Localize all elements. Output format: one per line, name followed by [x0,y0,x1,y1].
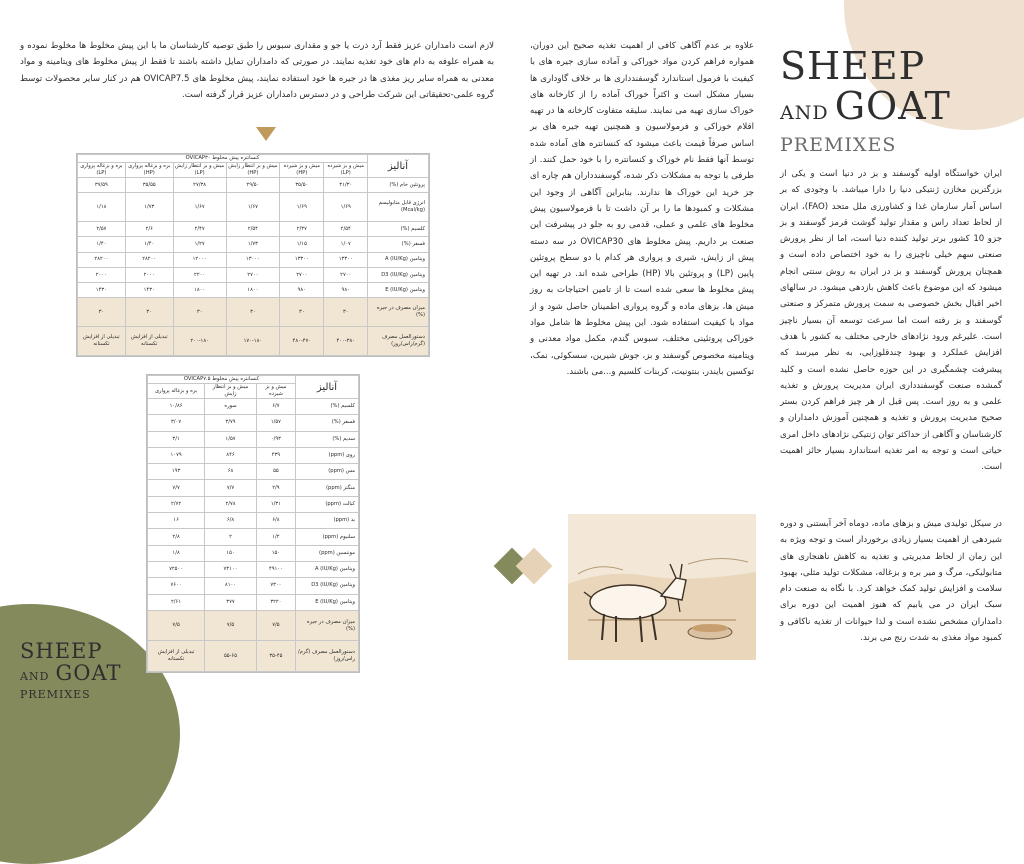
table-row [78,193,429,222]
cell: ۳۰ [78,298,126,327]
right-para-2 [780,516,1002,646]
cell: ۴۳۹ [256,447,295,463]
cell: ۱/۵۷ [256,415,295,431]
left-intro-text: لازم است دامداران عزیز فقط آرد ذرت یا جو و مقداری سبوس را طبق توصیه کارشناسان ما با این پیش مخلوط ها مخلوط نموده و به همراه علوفه به دام های خود تغذیه نمایند. در صورتی که دامداران تمایل داشته باشند تا فقط از پیش مخلوط های ویتامینه و مواد معدنی به همراه سایر ریز مغذی ها در جیره ها خود استفاده نمایند، پیش مخلوط های OVICAP7.5 هم در کنار سایر محصولات توسط گروه علمی-تحقیقاتی این شرکت طراحی و در دسترس دامداران عزیز قرار گرفته است. [20,41,495,100]
table-row [78,298,429,327]
row-label: میزان مصرف در جیره (%) [368,298,429,327]
cell: ۲۲۰۰ [173,267,226,282]
cell: ۷/۵ [205,610,257,641]
table-ovicap30 [76,153,430,357]
table-row [148,464,359,480]
row-label: ویتامین E (IU/Kg) [368,283,429,298]
cell: ۳۰ [280,298,324,327]
table1-col: میش و بز شیرده (HP) [280,163,324,178]
cell: ۲/۹ [256,480,295,496]
cell: ۱۵۰ [256,545,295,561]
cell: ۲۰۰۰ [125,267,173,282]
down-triangle-icon [256,127,276,141]
table-row [148,513,359,529]
cell: ۲/۸ [148,529,205,545]
cell: ۹۸۰ [324,283,368,298]
brand-sheep: SHEEP [780,44,926,88]
cell: ۱/۶۹ [280,193,324,222]
cell: ۱۲۰۰۰ [173,252,226,267]
table-row [148,480,359,496]
cell: ۵۵-۶۵ [205,641,257,672]
table1-col: بره و بزغاله پرواری (HP) [125,163,173,178]
table-row [148,594,359,610]
cell: ۶۸ [205,464,257,480]
row-label: فسفر (%) [296,415,359,431]
table-row [148,578,359,594]
cell: ۱/۳۱ [256,496,295,512]
table-row [78,327,429,356]
cell: ۷۲۵۰۰ [148,561,205,577]
cell: ۱۸۰۰ [226,283,280,298]
cell: ۱/۲۷ [173,237,226,252]
row-label: فسفر (%) [368,237,429,252]
cell: ۱/۸ [148,545,205,561]
row-label: ویتامین D3 (IU/Kg) [296,578,359,594]
cell: ۸۴۶ [205,447,257,463]
table2-col: میش و بز شیرده [256,384,295,399]
table-row [78,178,429,193]
table1-col: میش و بز شیرده (LP) [324,163,368,178]
cell: ۵۵ [256,464,295,480]
row-label: انرژی قابل متابولیسم (Mcal/kg) [368,193,429,222]
cell: ۲/۳۷ [280,222,324,237]
cell: تبدیلی از افزایش تکستانه [148,641,205,672]
brand-goat: GOAT [834,84,951,128]
left-intro [20,38,494,103]
cell: ۷/۵ [148,610,205,641]
cell: ۲۸۲۰۰ [78,252,126,267]
cell: ۱/۱۵ [280,237,324,252]
cell: ۲/۷۲ [148,496,205,512]
row-label: منگنز (ppm) [296,480,359,496]
goat-sketch-illustration [568,514,756,660]
table-row [148,610,359,641]
cell: ۷۳۰۰ [256,578,295,594]
cell: ۱۴۳۰ [125,283,173,298]
row-label: ویتامین A (IU/Kg) [368,252,429,267]
cell: ۷/۵ [256,610,295,641]
cell: ۲۰۰-۱۸۰ [173,327,226,356]
table-row [78,283,429,298]
table2-col: بره و بزغاله پرواری [148,384,205,399]
cell: ۱۵۰ [205,545,257,561]
row-label: کلسیم (%) [368,222,429,237]
cell: ۳۵/۵۵ [125,178,173,193]
cell: ۳۵-۴۵ [256,641,295,672]
cell: ۱/۰۷ [324,237,368,252]
cell: ۱۰۷۹ [148,447,205,463]
row-label: روی (ppm) [296,447,359,463]
row-label: مس (ppm) [296,464,359,480]
brand-goat: GOAT [55,661,122,685]
table-row [148,545,359,561]
cell: ۳۷/۵۹ [78,178,126,193]
table-row [78,252,429,267]
diamond-beige-icon [516,548,553,585]
row-label: کبالت (ppm) [296,496,359,512]
right-para-1-text: ایران خواستگاه اولیه گوسفند و بز در دنیا است و یکی از بزرگترین مخازن ژنتیکی دنیا را دارا میباشد. با وجودی که بر اساس آمار سازمان غذا و کشاورزی ملل متحد (FAO)، ایران از لحاظ تعداد راس و مقدار تولید گوشت قرمز گوسفند و بز جزو 10 کشور برتر تولید کننده دنیا است، اما از نظر پرورش صنعتی سهم خیلی ناچیزی را به خود اختصاص داده است و همچنان پرورش گوسفند و بز در ایران به روش سنتی انجام میشود که این موضوع باعث کاهش بازدهی میشود. در سالهای اخیر اقبال بخش خصوصی به سمت پرورش متمرکز و صنعتی گوسفند و بز رفته است اما سرعت توسعه آن بسیار ناچیز است. علیرغم ورود نژادهای خارجی مختلف به کشور با هدف افزایش عملکرد و بهبود چندقلوزایی، به نظر میرسد که پیشرفت چشمگیری در این حوزه حاصل نشده است و کلید گمشده صنعت گوسفندداری ایران مدیریت پرورش و تغذیه علمی و به روز است. پس قبل از هر چیز فراهم کردن بستر صحیح مدیریت پرورش و تغذیه و همچنین آموزش دامداران و کارشناسان و آگاهی از حداکثر توان ژنتیکی نژادهای داخل امری حیاتی است و توجه به امر تغذیه استاندارد بسیار حائز اهمیت است. [780,169,1003,473]
cell: ۱۳۳۰۰ [280,252,324,267]
table-ovicap7-5 [146,374,360,673]
cell: ۱/۴۰ [125,237,173,252]
cell: ۱/۶۷ [226,193,280,222]
cell: ۶/۷ [256,399,295,415]
right-para-2-text: در سیکل تولیدی میش و بزهای ماده، دوماه آخر آبستنی و دوره شیردهی از اهمیت بسیار زیادی برخوردار است و توجه ویژه به این زمان از لحاظ مدیریتی و تغذیه به کاهش ناهنجاری های متابولیکی، مرگ و میر بره و بزغاله، مشکلات تولید مثلی، بهبود سلامت و افزایش تولید کمک خواهد کرد. با نگاه به صنعت دام سبک ایران در می یابیم که هنوز اهمیت این دوره برای دامداران مشخص نشده است و لذا حیوانات از تغذیه ناکافی و کمبود مواد مغذی به شدت رنج می برند. [780,519,1002,644]
middle-column-text: علاوه بر عدم آگاهی کافی از اهمیت تغذیه صحیح این دوران، همواره فراهم کردن مواد خوراکی و آماده سازی جیره های با کیفیت با فرمول استاندارد گوسفندداری ها بر خلاف گاوداری ها بسیار مشکل است و اکثراً خوراک آماده را از کارخانه های خوراک سازی تهیه می نمایند. سلیقه متفاوت کارخانه ها در تهیه اقلام خوراکی و فرمولاسیون و همچنین تهیه جیره های بر اساس صرفاً قیمت باعث میشود که کنسانتره های آماده شده توسط آنها فقط نام خوراک و کنسانتره را با خود حمل کنند. از طرفی با توجه به مشکلات ذکر شده، گوسفندداران هم چاره ای جز خرید این خوراک ها ندارند. بنابراین آگاهی از وجود این مشکلات و کمبودها ما را بر آن داشت تا با فرمولاسیون پیش مخلوط های علمی و عملی، قدمی رو به جلو در پیشرفت این صنعت بر داریم. پیش مخلوط های OVICAP30 در سه دسته پیش از زایش، شیری و پرواری هر کدام با دو سطح پروتئین پایین (LP) و پروتئین بالا (HP) طراحی شده اند. در تهیه این پیش مخلوط ها سعی شده است تا از تامین احتیاجات به روز میش ها، بزهای ماده و گروه پرواری اطمینان حاصل شود و از مواد با کیفیت استفاده شود. این پیش مخلوط ها شامل مواد خوراکی پروتئینی مختلف، سبوس گندم، مکمل مواد معدنی و ویتامینه مخصوص گوسفند و بز، جوش شیرین، سسکوئی، نمک، توکسین بایندر، بنتونیت، کربنات کلسیم و...می باشند. [530,41,755,377]
middle-column [530,38,754,380]
cell: ۱/۵۷ [205,431,257,447]
cell: ۱/۷۳ [226,237,280,252]
row-label: دستورالعمل مصرف (گرم/راس/روز) [368,327,429,356]
cell: ۱/۶۹ [324,193,368,222]
right-para-1 [780,166,1002,476]
cell: ۷/۷ [148,480,205,496]
cell: ۲۰۰۰ [78,267,126,282]
cell: ۱/۲ [256,529,295,545]
cell: ۱/۱۸ [78,193,126,222]
cell: ۴۹۱۰۰ [256,561,295,577]
table-row [78,267,429,282]
analysis-header: آنالیز [368,155,429,178]
table-row [148,496,359,512]
cell: ۳۱/۳۰ [324,178,368,193]
table-row [148,415,359,431]
cell: ۱/۷۳ [125,193,173,222]
cell: ۲۷/۳۸ [173,178,226,193]
analysis-header: آنالیز [296,376,359,399]
cell: ۶/۸ [205,513,257,529]
cell: ۸۱۰۰ [205,578,257,594]
table-row [148,399,359,415]
row-label: ویتامین A (IU/Kg) [296,561,359,577]
cell: ۱/۴۰ [78,237,126,252]
cell: ۷۳۱۰۰ [205,561,257,577]
cell: ۳۰ [173,298,226,327]
cell: ۲/۶ [125,222,173,237]
cell: ۳/۷۹ [205,415,257,431]
brand-logo-small [20,640,122,702]
cell: ۲ [205,529,257,545]
cell: ۷۶۰۰ [148,578,205,594]
cell: ۱۳۰۰۰ [226,252,280,267]
row-label: دستورالعمل مصرف (گرم/راس/روز) [296,641,359,672]
table1-col: بره و بزغاله پرواری (LP) [78,163,126,178]
cell: ۶/۸ [256,513,295,529]
cell: ۳۵/۵۰ [280,178,324,193]
cell: ۲/۴۷ [173,222,226,237]
cell: ۱/۶۷ [173,193,226,222]
cell: ۹۸۰ [280,283,324,298]
row-label: موننسین (ppm) [296,545,359,561]
row-label: کلسیم (%) [296,399,359,415]
cell: ۲/۵۴ [226,222,280,237]
brand-sheep: SHEEP [20,639,103,663]
cell: ۱۳۳۰۰ [324,252,368,267]
cell: ۲/۷۸ [205,496,257,512]
table-row [148,561,359,577]
table1-col: میش و بز انتظار زایش (HP) [226,163,280,178]
cell: ۲/۵۷ [78,222,126,237]
cell: ۳۲۲۰ [256,594,295,610]
cell: ۳/۰۷ [148,415,205,431]
row-label: سدیم (%) [296,431,359,447]
cell: ۱۷۰-۱۸۰ [226,327,280,356]
row-label: سلنیوم (ppm) [296,529,359,545]
cell: ۳۰ [125,298,173,327]
brand-and: AND [20,670,50,683]
table-row [78,237,429,252]
cell: ۳/۱ [148,431,205,447]
row-label: میزان مصرف در جیره (%) [296,610,359,641]
cell: تبدیلی از افزایش تکستانه [78,327,126,356]
brand-premixes: PREMIXES [20,688,91,701]
table-row [148,447,359,463]
cell: ۲/۵۴ [324,222,368,237]
cell: ۰/۹۳ [256,431,295,447]
table-row [148,641,359,672]
goat-illustration [568,514,756,660]
cell: ۳۰ [226,298,280,327]
cell: ۱۸۰۰ [173,283,226,298]
cell: ۴۰۰-۳۸۰ [324,327,368,356]
row-label: ویتامین D3 (IU/Kg) [368,267,429,282]
cell: ۴۸۰-۴۷۰ [280,327,324,356]
table-row [148,431,359,447]
brand-logo [780,46,951,156]
cell: ۱۹۳ [148,464,205,480]
cell: ۲۷۰۰ [226,267,280,282]
cell: ۲۷۰۰ [324,267,368,282]
cell: ۲۷۰۰ [280,267,324,282]
cell: سوره [205,399,257,415]
row-label: ویتامین E (IU/Kg) [296,594,359,610]
cell: تبدیلی از افزایش تکستانه [125,327,173,356]
table-row [78,222,429,237]
table2-col: میش و بز انتظار زایش [205,384,257,399]
table2-group-header: کنسانتره پیش مخلوط OVICAP۷.۵ [148,376,296,384]
cell: ۳۷۷ [205,594,257,610]
cell: ۳۰ [324,298,368,327]
cell: ۲۹/۵۰ [226,178,280,193]
cell: ۱۰/۸۶ [148,399,205,415]
table1-col: میش و بز انتظار زایش (LP) [175,163,225,176]
table1-group-header: کنسانتره پیش مخلوط OVICAP۳۰ [78,155,368,163]
brand-and: AND [780,102,829,124]
cell: ۲/۶۱ [148,594,205,610]
cell: ۱۶ [148,513,205,529]
table-row [148,529,359,545]
row-label: ید (ppm) [296,513,359,529]
brand-premixes: PREMIXES [780,134,897,156]
cell: ۱۴۳۰ [78,283,126,298]
row-label: پروتئین خام (%) [368,178,429,193]
cell: ۷/۷ [205,480,257,496]
cell: ۲۸۲۰۰ [125,252,173,267]
